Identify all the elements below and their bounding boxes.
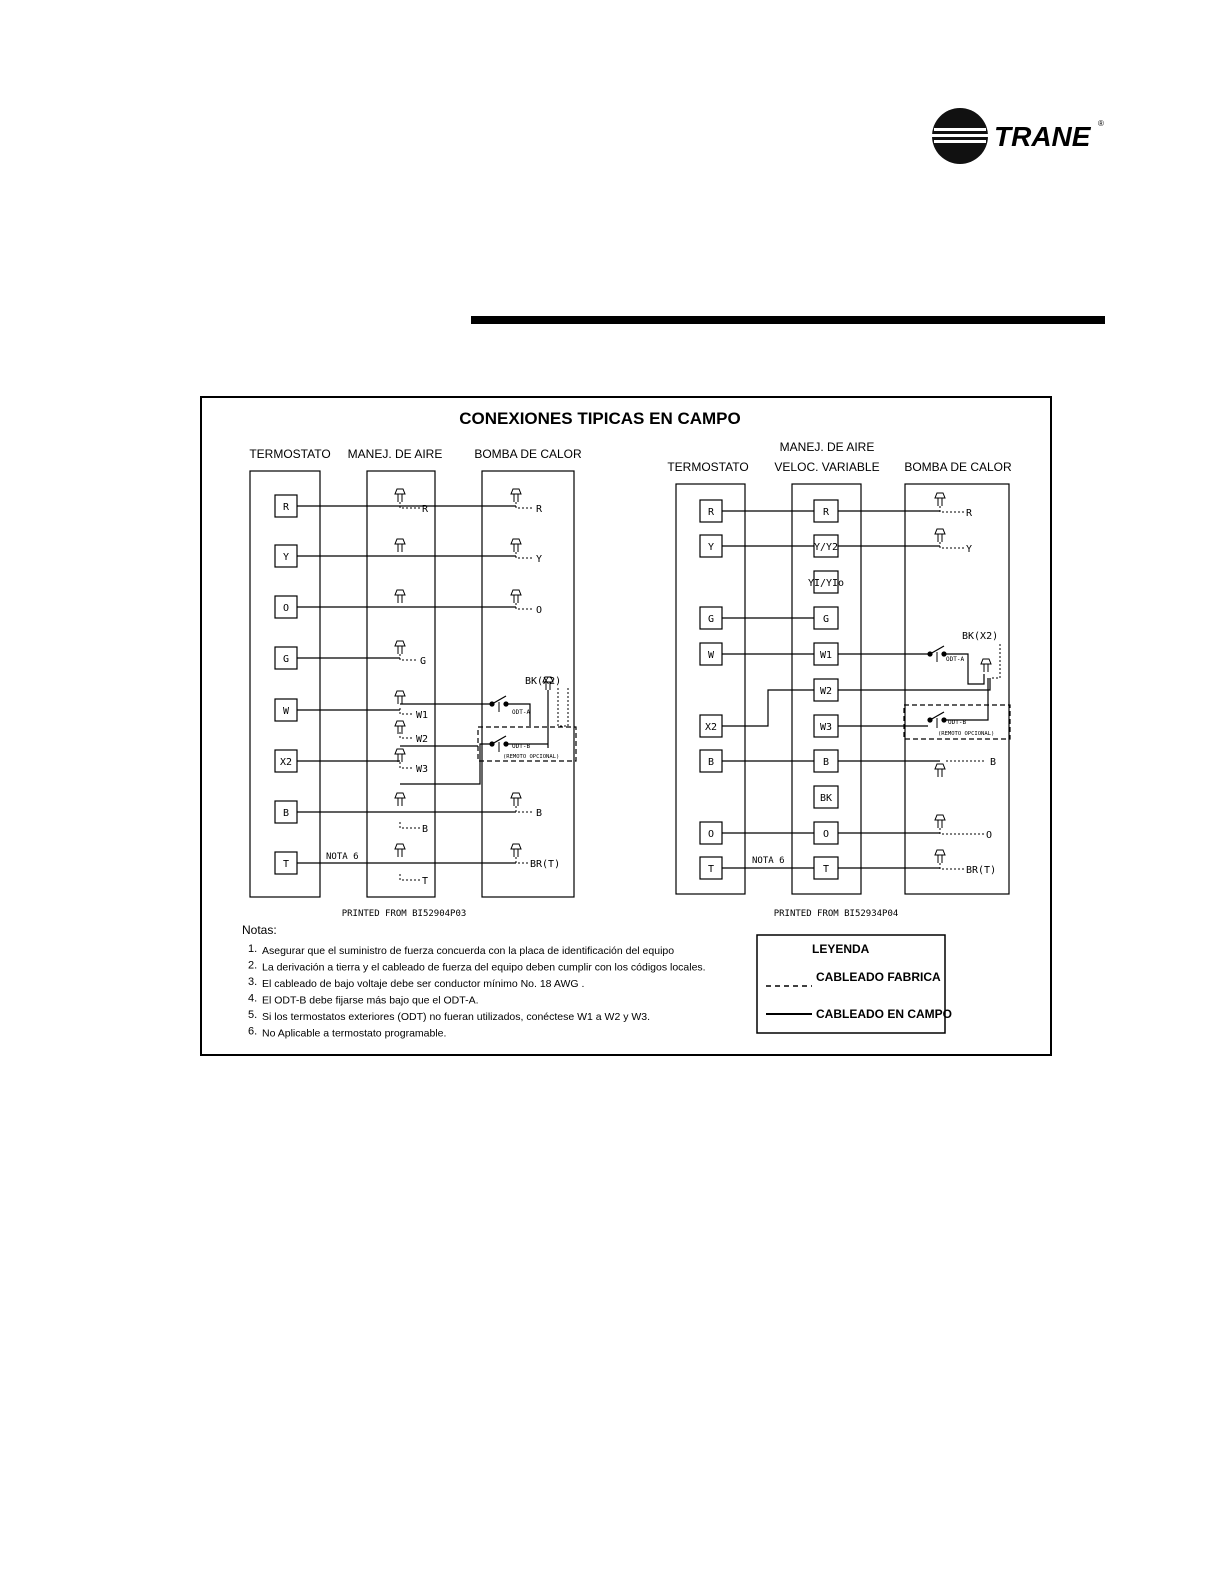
right-col-thermostat: TERMOSTATO xyxy=(667,460,749,474)
left-ah-label-t: T xyxy=(422,876,429,887)
left-therm-term-o-label: O xyxy=(282,603,290,614)
right-therm-term-y-label: Y xyxy=(707,542,715,553)
registered-mark: ® xyxy=(1098,119,1104,128)
right-ah-term-o-label: O xyxy=(822,829,830,840)
header-rule xyxy=(471,316,1105,324)
right-odt-a: ODT-A xyxy=(946,656,965,663)
left-remote-note: (REMOTO OPCIONAL) xyxy=(503,754,560,760)
left-ah-stud-w1 xyxy=(395,691,405,696)
right-hp-stud-o xyxy=(935,815,945,820)
note-text: El ODT-B debe fijarse más bajo que el ODT-A. xyxy=(262,994,479,1007)
left-ah-stud-w2 xyxy=(395,721,405,726)
right-remote-note: (REMOTO OPCIONAL) xyxy=(938,731,995,737)
right-hp-label-o: O xyxy=(986,830,993,841)
right-therm-term-x2-label: X2 xyxy=(704,722,718,733)
right-ah-term-bk-label: BK xyxy=(819,793,833,804)
right-col-air-handler-1: MANEJ. DE AIRE xyxy=(779,440,875,454)
right-printed-from: PRINTED FROM BI52934P04 xyxy=(773,909,899,919)
left-therm-term-t-label: T xyxy=(282,859,290,870)
right-therm-term-b-label: B xyxy=(707,757,715,768)
left-col-heat-pump: BOMBA DE CALOR xyxy=(474,447,582,461)
right-bk-label: BK(X2) xyxy=(962,631,999,642)
wiring-diagram xyxy=(200,396,1052,1056)
right-hp-stud-r xyxy=(935,493,945,498)
right-therm-term-o-label: O xyxy=(707,829,715,840)
note-text: No Aplicable a termostato programable. xyxy=(262,1027,447,1040)
right-hp-label-brt: BR(T) xyxy=(966,865,997,876)
right-therm-term-g-label: G xyxy=(707,614,715,625)
note-number: 3. xyxy=(248,976,258,988)
left-odt-b: ODT-B xyxy=(512,743,531,750)
left-thermostat-terminals xyxy=(275,495,297,874)
note-number: 6. xyxy=(248,1025,258,1038)
right-therm-term-w-label: W xyxy=(707,650,715,661)
right-ah-term-w3-label: W3 xyxy=(819,722,833,733)
left-wires xyxy=(297,489,568,887)
note-text: El cableado de bajo voltaje debe ser conductor mínimo No. 18 AWG . xyxy=(262,978,585,990)
note-text: Si los termostatos exteriores (ODT) no fueran utilizados, conéctese W1 a W2 y W3. xyxy=(262,1011,651,1023)
trane-logo xyxy=(930,104,1110,168)
right-nota6: NOTA 6 xyxy=(752,856,785,866)
left-ah-label-r: R xyxy=(422,504,429,515)
left-hp-label-y: Y xyxy=(536,554,543,565)
left-therm-term-x2-label: X2 xyxy=(279,757,293,768)
right-col-heat-pump: BOMBA DE CALOR xyxy=(904,460,1012,474)
right-ah-term-b-label: B xyxy=(822,757,830,768)
right-hp-stud-b xyxy=(935,764,945,769)
right-ah-term-t-label: T xyxy=(822,864,830,875)
note-text: La derivación a tierra y el cableado de fuerza del equipo deben cumplir con los códigos locales. xyxy=(262,961,706,974)
notes xyxy=(242,923,706,1040)
right-ah-term-y-y2-label: Y/Y2 xyxy=(813,542,839,553)
left-ah-label-w2: W2 xyxy=(416,734,429,745)
left-therm-term-w-label: W xyxy=(282,706,290,717)
left-therm-term-g-label: G xyxy=(282,654,290,665)
right-hp-label-b: B xyxy=(990,757,997,768)
note-text: Asegurar que el suministro de fuerza concuerda con la placa de identificación del equipo xyxy=(262,945,675,957)
left-therm-term-r-label: R xyxy=(282,502,290,513)
right-diagram xyxy=(667,440,1012,919)
left-ah-stud-y xyxy=(395,539,405,544)
legend-factory: CABLEADO FABRICA xyxy=(816,970,941,984)
left-hp-label-o: O xyxy=(536,605,543,616)
left-hp-label-r: R xyxy=(536,504,543,515)
left-therm-term-y-label: Y xyxy=(282,552,290,563)
right-ah-term-g-label: G xyxy=(822,614,830,625)
left-ah-label-w3: W3 xyxy=(416,764,429,775)
right-hp-label-r: R xyxy=(966,508,973,519)
diagram-title: CONEXIONES TIPICAS EN CAMPO xyxy=(459,409,741,428)
right-hp-stud-bk xyxy=(981,659,991,664)
right-therm-term-r-label: R xyxy=(707,507,715,518)
left-ah-stud-r xyxy=(395,489,405,494)
left-ah-label-g: G xyxy=(420,656,427,667)
left-odt-a: ODT-A xyxy=(512,709,531,716)
right-hp-stud-t xyxy=(935,850,945,855)
left-printed-from: PRINTED FROM BI52904P03 xyxy=(341,909,467,919)
note-number: 1. xyxy=(248,943,258,955)
left-hp-stud-r xyxy=(511,489,521,494)
brand-name: TRANE xyxy=(994,121,1091,152)
left-nota6: NOTA 6 xyxy=(326,852,359,862)
left-ah-label-w1: W1 xyxy=(416,710,429,721)
note-number: 5. xyxy=(248,1009,258,1021)
left-hp-stud-b xyxy=(511,793,521,798)
left-ah-stud-w3 xyxy=(395,749,405,754)
left-bk-label: BK(X2) xyxy=(525,676,562,687)
left-hp-stud-y xyxy=(511,539,521,544)
right-hp-label-y: Y xyxy=(966,544,973,555)
left-hp-stud-o xyxy=(511,590,521,595)
legend xyxy=(757,935,952,1033)
left-diagram xyxy=(249,447,582,919)
right-wire-x2 xyxy=(722,690,814,726)
left-ah-label-b: B xyxy=(422,824,429,835)
note-number: 4. xyxy=(248,992,258,1005)
left-col-thermostat: TERMOSTATO xyxy=(249,447,331,461)
right-ah-term-r-label: R xyxy=(822,507,830,518)
right-therm-term-t-label: T xyxy=(707,864,715,875)
legend-field: CABLEADO EN CAMPO xyxy=(816,1007,953,1021)
left-ah-stud-g xyxy=(395,641,405,646)
left-hp-label-brt: BR(T) xyxy=(530,859,561,870)
legend-title: LEYENDA xyxy=(812,942,870,956)
note-number: 2. xyxy=(248,959,258,972)
right-hp-stud-y xyxy=(935,529,945,534)
notes-title: Notas: xyxy=(242,923,277,937)
right-ah-term-yi-yio-label: YI/YIo xyxy=(807,578,845,589)
right-col-air-handler-2: VELOC. VARIABLE xyxy=(774,460,880,474)
left-ah-stud-t xyxy=(395,844,405,849)
left-ah-stud-b xyxy=(395,793,405,798)
right-ah-term-w2-label: W2 xyxy=(819,686,833,697)
left-therm-term-b-label: B xyxy=(282,808,290,819)
left-thermostat-box xyxy=(250,471,320,897)
right-ah-term-w1-label: W1 xyxy=(819,650,833,661)
left-hp-label-b: B xyxy=(536,808,543,819)
left-hp-stud-t xyxy=(511,844,521,849)
left-col-air-handler: MANEJ. DE AIRE xyxy=(347,447,443,461)
left-ah-stud-o xyxy=(395,590,405,595)
right-thermostat-terminals xyxy=(700,500,722,879)
right-odt-b: ODT-B xyxy=(948,719,967,726)
